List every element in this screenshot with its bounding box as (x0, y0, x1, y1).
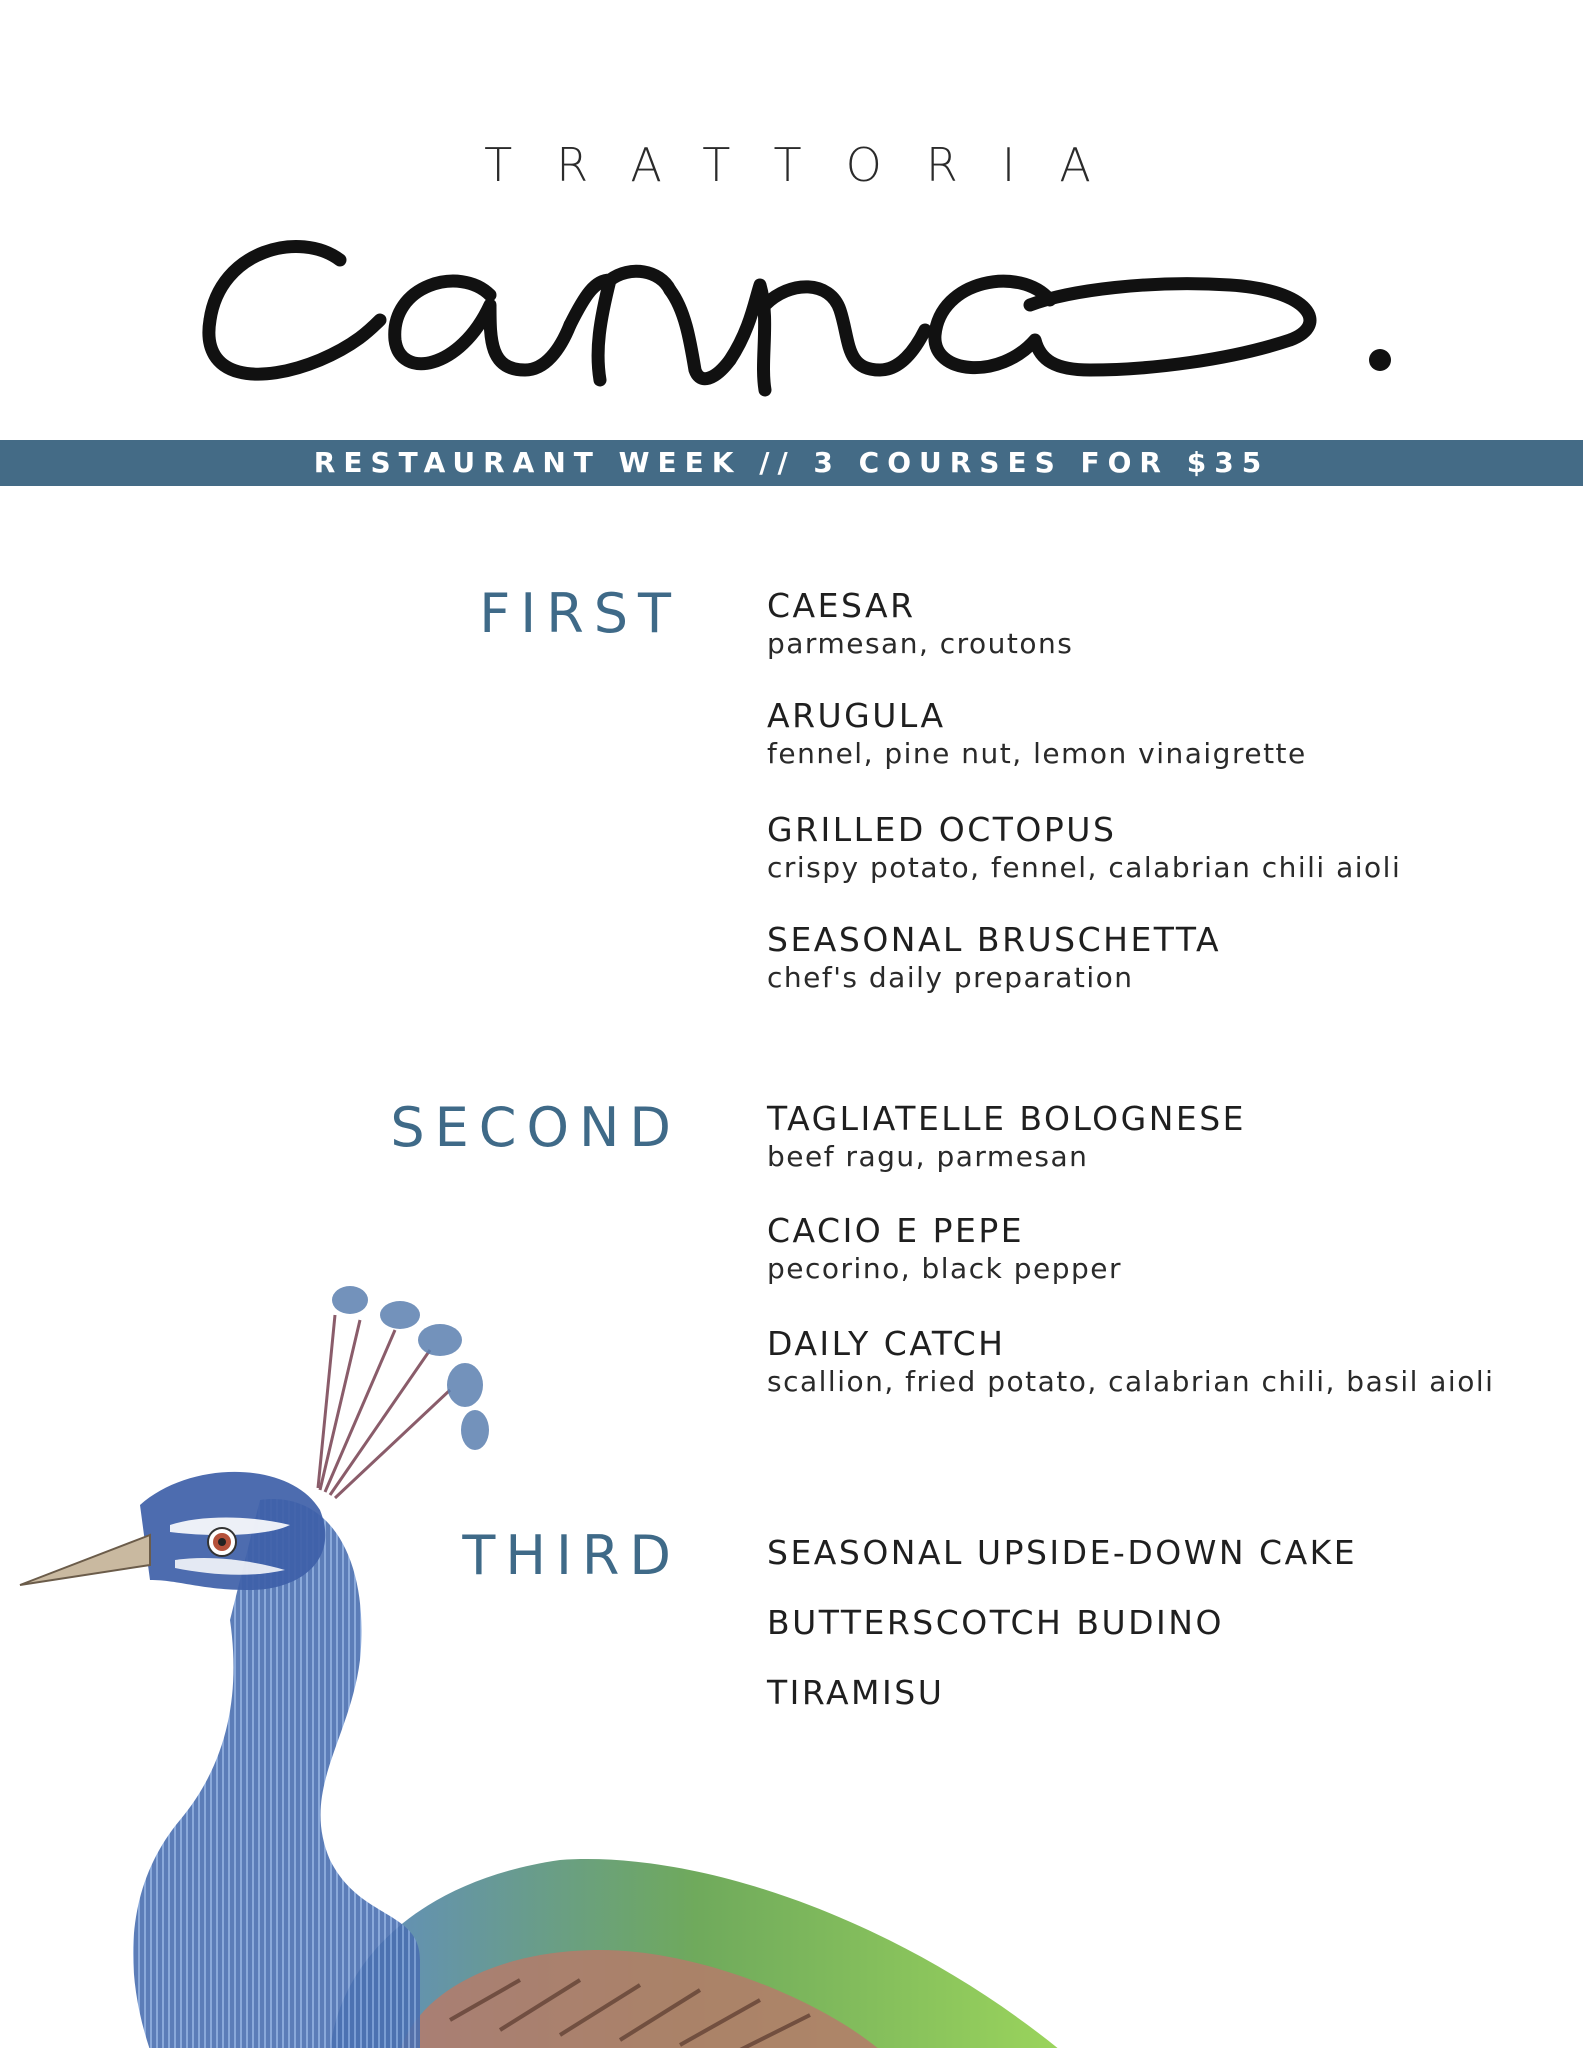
menu-item-description: fennel, pine nut, lemon vinaigrette (767, 737, 1307, 770)
menu-item-name: TAGLIATELLE BOLOGNESE (767, 1099, 1247, 1138)
peacock-illustration (0, 1260, 1100, 2048)
menu-item-name: CAESAR (767, 586, 916, 625)
menu-item-name: ARUGULA (767, 696, 946, 735)
menu-item (767, 810, 1567, 920)
menu-item (767, 920, 1567, 996)
course-label-third: THIRD (462, 1524, 681, 1587)
menu-item-description: parmesan, croutons (767, 627, 1074, 660)
menu-item (767, 696, 1567, 810)
menu-item-name: GRILLED OCTOPUS (767, 810, 1117, 849)
menu-item-name: SEASONAL BRUSCHETTA (767, 920, 1222, 959)
menu-item-name: DAILY CATCH (767, 1324, 1006, 1363)
menu-item-description: crispy potato, fennel, calabrian chili aioli (767, 851, 1402, 884)
menu-item-name: SEASONAL UPSIDE-DOWN CAKE (767, 1533, 1358, 1572)
menu-item-description: beef ragu, parmesan (767, 1140, 1089, 1173)
course-first-items (767, 586, 1567, 996)
menu-item-name: CACIO E PEPE (767, 1211, 1025, 1250)
promo-banner-text: RESTAURANT WEEK // 3 COURSES FOR $35 (313, 446, 1270, 479)
menu-item-name: BUTTERSCOTCH BUDINO (767, 1603, 1224, 1642)
menu-item-description: chef's daily preparation (767, 961, 1134, 994)
promo-banner (0, 440, 1583, 486)
course-label-second: SECOND (390, 1096, 681, 1159)
restaurant-tagline: TRATTORIA (484, 138, 1135, 192)
carina-logo (190, 210, 1410, 410)
menu-item-name: TIRAMISU (767, 1673, 945, 1712)
menu-item (767, 1099, 1567, 1211)
menu-item-description: scallion, fried potato, calabrian chili, basil aioli (767, 1365, 1495, 1398)
menu-item-description: pecorino, black pepper (767, 1252, 1122, 1285)
menu-item (767, 586, 1567, 696)
course-label-first: FIRST (479, 582, 681, 645)
